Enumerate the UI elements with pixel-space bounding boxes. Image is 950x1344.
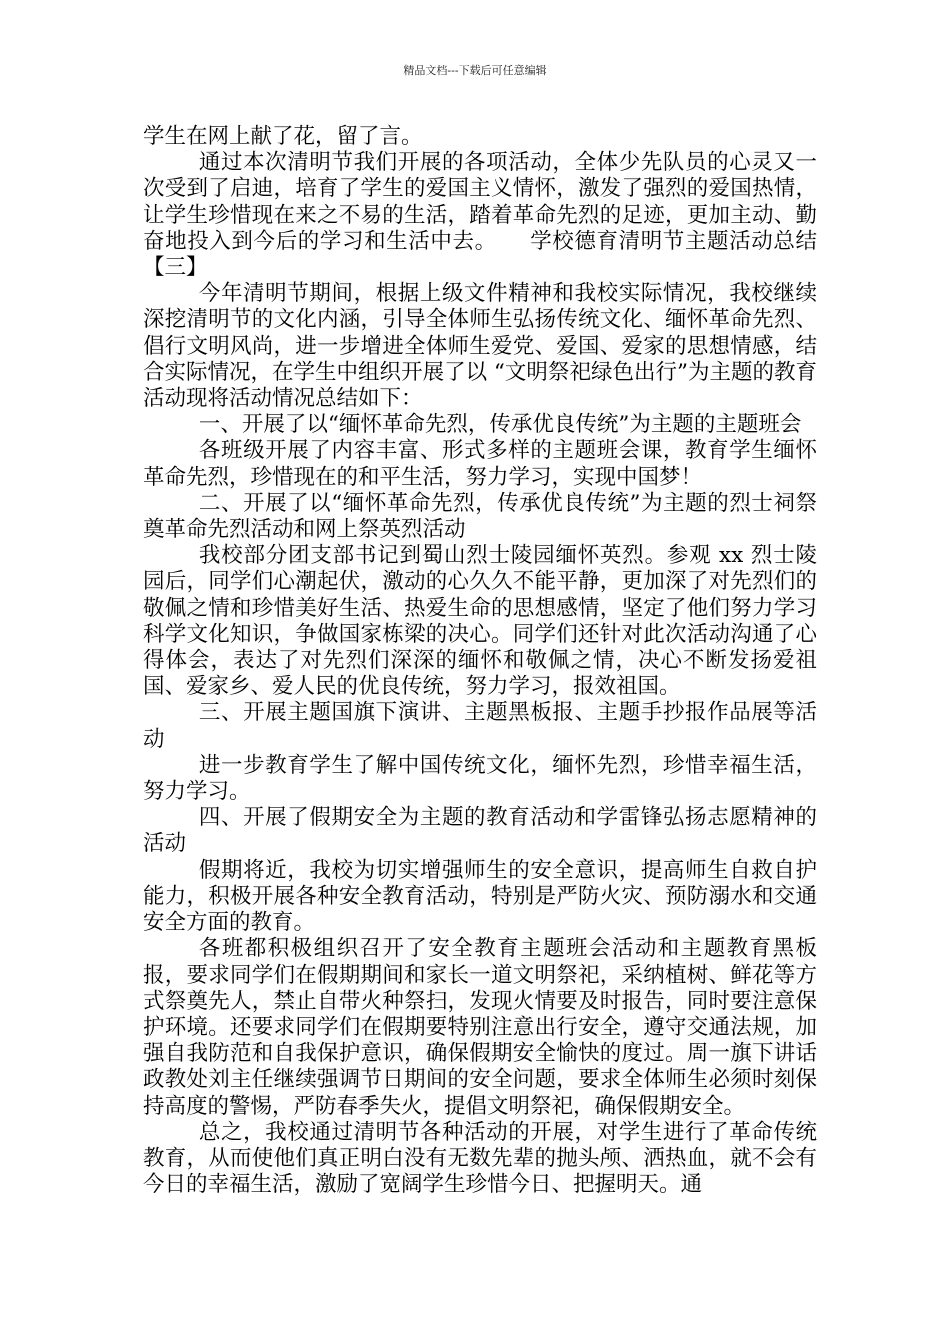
paragraph: 进一步教育学生了解中国传统文化，缅怀先烈，珍惜幸福生活，努力学习。 (143, 752, 817, 805)
paragraph: 总之，我校通过清明节各种活动的开展，对学生进行了革命传统教育，从而使他们真正明白没有无数先辈的抛头颅、洒热血，就不会有今日的幸福生活，激励了宽阔学生珍惜今日、把握明天。通 (143, 1119, 817, 1198)
paragraph: 学生在网上献了花，留了言。 (143, 124, 423, 149)
paragraph: 我校部分团支部书记到蜀山烈士陵园缅怀英烈。参观 xx 烈士陵园后，同学们心潮起伏，激动的心久久不能平静，更加深了对先烈们的敬佩之情和珍惜美好生活、热爱生命的思想感情，坚定了他们努力学习科学文化知识，争做国家栋梁的决心。同学们还针对此次活动沟通了心得体会，表达了对先烈们深深的缅怀和敬佩之情，决心不断发扬爱祖国、爱家乡、爱人民的优良传统，努力学习，报效祖国。 (143, 543, 817, 700)
section-heading: 四、开展了假期安全为主题的教育活动和学雷锋弘扬志愿精神的活动 (143, 805, 817, 857)
paragraph: 假期将近，我校为切实增强师生的安全意识，提高师生自救自护能力，积极开展各种安全教育活动，特别是严防火灾、预防溺水和交通安全方面的教育。 (143, 857, 817, 936)
section-heading: 二、开展了以“缅怀革命先烈，传承优良传统”为主题的烈士祠祭奠革命先烈活动和网上祭英烈活动 (143, 490, 817, 543)
section-heading: 三、开展主题国旗下演讲、主题黑板报、主题手抄报作品展等活动 (143, 700, 817, 752)
paragraph: 通过本次清明节我们开展的各项活动，全体少先队员的心灵又一次受到了启迪，培育了学生的爱国主义情怀，激发了强烈的爱国热情，让学生珍惜现在来之不易的生活，踏着革命先烈的足迹，更加主动、勤奋地投入到今后的学习和生活中去。 学校德育清明节主题活动总结【三】 (143, 150, 817, 281)
paragraph: 今年清明节期间，根据上级文件精神和我校实际情况，我校继续深挖清明节的文化内涵，引导全体师生弘扬传统文化、缅怀革命先烈、倡行文明风尚，进一步增进全体师生爱党、爱国、爱家的思想情感，结合实际情况，在学生中组织开展了以 “文明祭祀绿色出行”为主题的教育活动现将活动情况总结如下： (143, 281, 817, 412)
paragraph: 各班都积极组织召开了安全教育主题班会活动和主题教育黑板报，要求同学们在假期期间和家长一道文明祭祀，采纳植树、鲜花等方式祭奠先人，禁止自带火种祭扫，发现火情要及时报告，同时要注意保护环境。还要求同学们在假期要特别注意出行安全，遵守交通法规，加强自我防范和自我保护意识，确保假期安全愉快的度过。周一旗下讲话政教处刘主任继续强调节日期间的安全问题，要求全体师生必须时刻保持高度的警惕，严防春季失火，提倡文明祭祀，确保假期安全。 (143, 936, 817, 1119)
page-header: 精品文档---下载后可任意编辑 (403, 64, 547, 77)
paragraph: 各班级开展了内容丰富、形式多样的主题班会课，教育学生缅怀革命先烈，珍惜现在的和平生活，努力学习，实现中国梦！ (143, 438, 817, 490)
section-heading: 一、开展了以“缅怀革命先烈，传承优良传统”为主题的主题班会 (198, 412, 802, 438)
document-body (143, 124, 817, 1198)
